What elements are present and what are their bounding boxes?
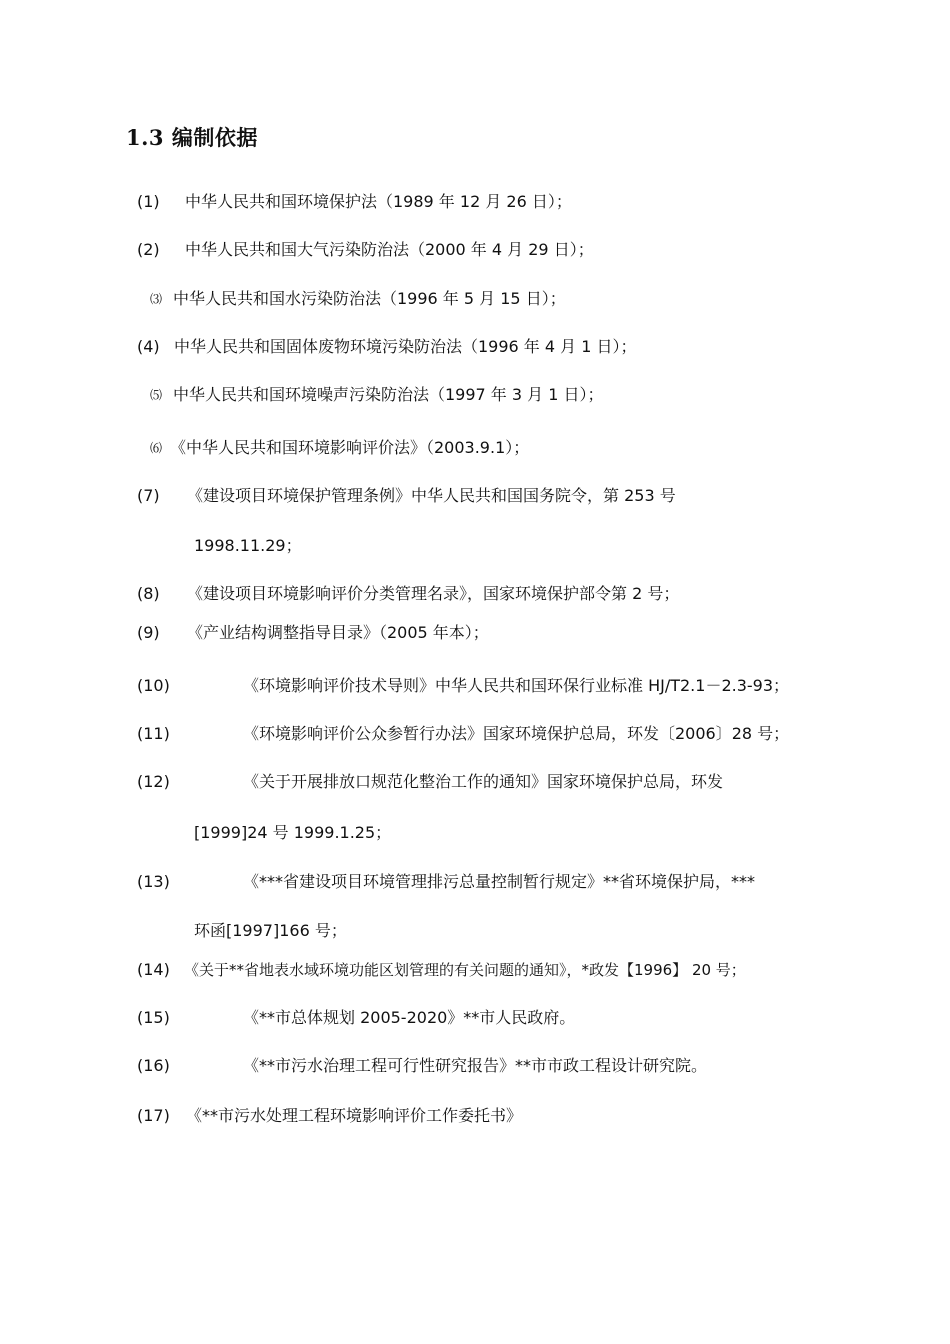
item-text: 中华人民共和国固体废物环境污染防治法（1996 年 4 月 1 日）；	[174, 337, 637, 356]
item-number: (17)	[137, 1106, 170, 1125]
item-text: 《关于**省地表水域环境功能区划管理的有关问题的通知》，*政发【1996】 20 号；	[184, 961, 746, 979]
item-text: 《产业结构调整指导目录》（2005 年本）；	[187, 623, 489, 642]
item-text: 《建设项目环境影响评价分类管理名录》，国家环境保护部令第 2 号；	[187, 584, 680, 603]
item-number: (11)	[137, 724, 170, 743]
item-text: 中华人民共和国环境噪声污染防治法（1997 年 3 月 1 日）；	[173, 385, 604, 404]
item-number: (2)	[137, 240, 160, 259]
item-number: (13)	[137, 872, 170, 891]
item-text-continuation: 环函[1997]166 号；	[194, 921, 347, 940]
item-number: (1)	[137, 192, 160, 211]
item-number: (7)	[137, 486, 160, 505]
item-number: ⑹	[150, 441, 163, 455]
item-text: 《关于开展排放口规范化整治工作的通知》国家环境保护总局，环发	[243, 772, 724, 791]
item-number: (16)	[137, 1056, 170, 1075]
item-number: (14)	[137, 960, 170, 979]
item-number: (12)	[137, 772, 170, 791]
item-text: 《***省建设项目环境管理排污总量控制暂行规定》**省环境保护局，***	[243, 872, 756, 891]
item-number: (15)	[137, 1008, 170, 1027]
item-text-continuation: 1998.11.29；	[194, 536, 302, 555]
item-text: 《**市总体规划 2005-2020》**市人民政府。	[243, 1008, 576, 1027]
item-text: 中华人民共和国水污染防治法（1996 年 5 月 15 日）；	[173, 289, 566, 308]
item-text-continuation: [1999]24 号 1999.1.25；	[194, 823, 392, 842]
section-heading: 1.3 编制依据	[126, 125, 258, 150]
item-text: 中华人民共和国环境保护法（1989 年 12 月 26 日）；	[185, 192, 572, 211]
item-number: ⑶	[150, 292, 163, 306]
item-text: 《环境影响评价技术导则》中华人民共和国环保行业标准 HJ/T2.1－2.3-93；	[243, 676, 790, 695]
item-number: (9)	[137, 623, 160, 642]
item-text: 《**市污水治理工程可行性研究报告》**市市政工程设计研究院。	[243, 1056, 708, 1075]
item-text: 中华人民共和国大气污染防治法（2000 年 4 月 29 日）；	[185, 240, 594, 259]
item-number: ⑸	[150, 388, 163, 402]
item-number: (4)	[137, 337, 160, 356]
item-text: 《中华人民共和国环境影响评价法》（2003.9.1）；	[170, 438, 530, 457]
item-number: (8)	[137, 584, 160, 603]
item-text: 《建设项目环境保护管理条例》中华人民共和国国务院令，第 253 号	[187, 486, 676, 505]
item-text: 《环境影响评价公众参暂行办法》国家环境保护总局，环发〔2006〕28 号；	[243, 724, 790, 743]
item-number: (10)	[137, 676, 170, 695]
item-text: 《**市污水处理工程环境影响评价工作委托书》	[186, 1106, 523, 1125]
